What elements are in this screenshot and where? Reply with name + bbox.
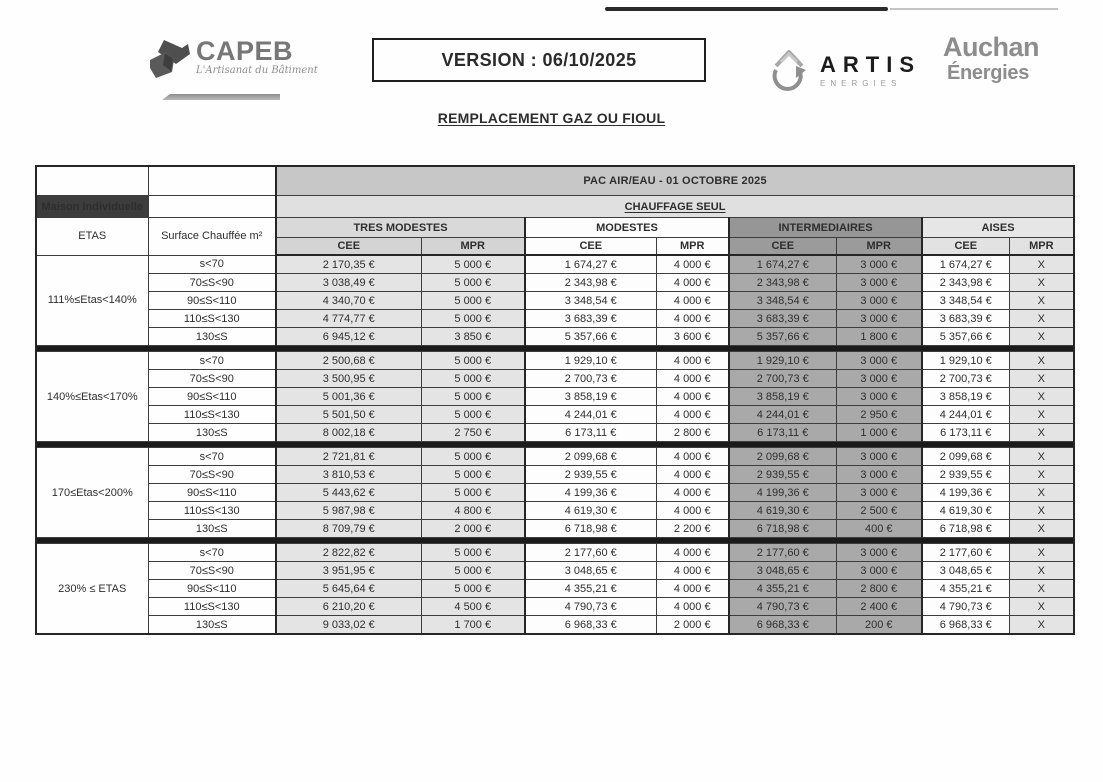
tres-modestes-mpr-cell: 2 000 € [421, 520, 525, 538]
tres-modestes-mpr-cell: 5 000 € [421, 544, 525, 562]
aises-cee-cell: 3 683,39 € [922, 310, 1009, 328]
modestes-cee-cell: 6 718,98 € [525, 520, 656, 538]
surface-range-cell: 110≤S<130 [148, 310, 276, 328]
modestes-cee-header: CEE [525, 238, 656, 256]
aises-mpr-cell: X [1009, 580, 1074, 598]
table-subtitle-row [36, 196, 1074, 218]
aises-mpr-cell: X [1009, 328, 1074, 346]
intermediaires-cee-cell: 1 674,27 € [729, 255, 836, 274]
aises-mpr-cell: X [1009, 598, 1074, 616]
scan-artifact-line-light [890, 8, 1058, 10]
tres-modestes-mpr-cell: 5 000 € [421, 274, 525, 292]
tres-modestes-cee-cell: 6 210,20 € [276, 598, 421, 616]
modestes-mpr-cell: 4 000 € [656, 544, 729, 562]
surface-range-cell: s<70 [148, 352, 276, 370]
modestes-cee-cell: 3 683,39 € [525, 310, 656, 328]
modestes-mpr-cell: 4 000 € [656, 466, 729, 484]
chauffage-seul-label: CHAUFFAGE SEUL [276, 196, 1074, 218]
group-header-aises: AISES [922, 218, 1074, 238]
modestes-mpr-cell: 4 000 € [656, 562, 729, 580]
intermediaires-mpr-cell: 1 800 € [836, 328, 922, 346]
modestes-mpr-cell: 4 000 € [656, 370, 729, 388]
intermediaires-cee-cell: 2 177,60 € [729, 544, 836, 562]
blank-corner-cell [36, 166, 148, 196]
maison-individuelle-label: Maison Individuelle [36, 196, 148, 218]
aises-mpr-cell: X [1009, 484, 1074, 502]
modestes-cee-cell: 6 173,11 € [525, 424, 656, 442]
tres-modestes-mpr-cell: 5 000 € [421, 466, 525, 484]
aises-cee-cell: 2 177,60 € [922, 544, 1009, 562]
aises-mpr-cell: X [1009, 274, 1074, 292]
tres-modestes-cee-cell: 3 500,95 € [276, 370, 421, 388]
tres-modestes-mpr-cell: 5 000 € [421, 352, 525, 370]
surface-range-cell: 70≤S<90 [148, 466, 276, 484]
etas-group-label: 140%≤Etas<170% [36, 352, 148, 442]
tres-modestes-mpr-cell: 5 000 € [421, 448, 525, 466]
tres-modestes-mpr-cell: 5 000 € [421, 484, 525, 502]
artis-subtitle: ENERGIES [820, 78, 902, 88]
table-row [36, 616, 1074, 635]
intermediaires-cee-cell: 4 244,01 € [729, 406, 836, 424]
intermediaires-cee-cell: 2 099,68 € [729, 448, 836, 466]
auchan-subtitle: Énergies [946, 62, 1030, 84]
aises-cee-cell: 5 357,66 € [922, 328, 1009, 346]
aises-cee-cell: 3 858,19 € [922, 388, 1009, 406]
aises-cee-cell: 4 619,30 € [922, 502, 1009, 520]
modestes-cee-cell: 4 355,21 € [525, 580, 656, 598]
intermediaires-mpr-cell: 200 € [836, 616, 922, 635]
artis-logo [768, 44, 921, 97]
tres-modestes-cee-cell: 5 645,64 € [276, 580, 421, 598]
auchan-logo [922, 34, 1054, 85]
table-row [36, 292, 1074, 310]
modestes-mpr-header: MPR [656, 238, 729, 256]
tres-modestes-mpr-cell: 3 850 € [421, 328, 525, 346]
table-row [36, 424, 1074, 442]
tres-modestes-cee-cell: 4 340,70 € [276, 292, 421, 310]
aises-cee-cell: 4 244,01 € [922, 406, 1009, 424]
artis-name: ARTIS [820, 51, 921, 77]
aises-mpr-cell: X [1009, 448, 1074, 466]
modestes-cee-cell: 4 790,73 € [525, 598, 656, 616]
surface-range-cell: 130≤S [148, 616, 276, 635]
modestes-cee-cell: 1 674,27 € [525, 255, 656, 274]
table-row [36, 328, 1074, 346]
aises-mpr-cell: X [1009, 424, 1074, 442]
tres-modestes-cee-cell: 3 038,49 € [276, 274, 421, 292]
tres-modestes-mpr-cell: 1 700 € [421, 616, 525, 635]
tres-modestes-cee-cell: 2 721,81 € [276, 448, 421, 466]
tres-modestes-mpr-cell: 5 000 € [421, 388, 525, 406]
tres-modestes-cee-cell: 5 443,62 € [276, 484, 421, 502]
surface-range-cell: s<70 [148, 255, 276, 274]
table-title: PAC AIR/EAU - 01 OCTOBRE 2025 [276, 166, 1074, 196]
table-row [36, 255, 1074, 274]
tres-modestes-mpr-cell: 4 800 € [421, 502, 525, 520]
intermediaires-mpr-cell: 3 000 € [836, 370, 922, 388]
aises-mpr-cell: X [1009, 370, 1074, 388]
intermediaires-cee-cell: 6 968,33 € [729, 616, 836, 635]
intermediaires-cee-cell: 2 343,98 € [729, 274, 836, 292]
intermediaires-mpr-cell: 3 000 € [836, 310, 922, 328]
intermediaires-mpr-cell: 400 € [836, 520, 922, 538]
aises-mpr-cell: X [1009, 616, 1074, 635]
modestes-mpr-cell: 4 000 € [656, 406, 729, 424]
tres-modestes-mpr-cell: 5 000 € [421, 580, 525, 598]
document-title: REMPLACEMENT GAZ OU FIOUL [437, 110, 666, 126]
tres-modestes-mpr-cell: 5 000 € [421, 406, 525, 424]
aises-mpr-cell: X [1009, 544, 1074, 562]
intermediaires-mpr-cell: 2 400 € [836, 598, 922, 616]
intermediaires-mpr-cell: 3 000 € [836, 562, 922, 580]
artis-house-recycle-icon [768, 44, 810, 97]
surface-range-cell: 70≤S<90 [148, 274, 276, 292]
etas-column-header: ETAS [36, 218, 148, 256]
aises-mpr-cell: X [1009, 388, 1074, 406]
modestes-cee-cell: 3 348,54 € [525, 292, 656, 310]
modestes-mpr-cell: 2 800 € [656, 424, 729, 442]
aises-cee-cell: 2 939,55 € [922, 466, 1009, 484]
modestes-cee-cell: 2 177,60 € [525, 544, 656, 562]
tres-modestes-cee-cell: 2 170,35 € [276, 255, 421, 274]
tres-modestes-mpr-cell: 4 500 € [421, 598, 525, 616]
intermediaires-mpr-cell: 3 000 € [836, 448, 922, 466]
modestes-cee-cell: 2 700,73 € [525, 370, 656, 388]
aises-mpr-header: MPR [1009, 238, 1074, 256]
modestes-cee-cell: 4 619,30 € [525, 502, 656, 520]
aises-cee-cell: 3 048,65 € [922, 562, 1009, 580]
modestes-mpr-cell: 2 000 € [656, 616, 729, 635]
intermediaires-mpr-header: MPR [836, 238, 922, 256]
intermediaires-cee-cell: 3 858,19 € [729, 388, 836, 406]
modestes-cee-cell: 2 343,98 € [525, 274, 656, 292]
modestes-mpr-cell: 4 000 € [656, 255, 729, 274]
table-row [36, 274, 1074, 292]
intermediaires-cee-cell: 4 355,21 € [729, 580, 836, 598]
table-row [36, 310, 1074, 328]
table-row [36, 562, 1074, 580]
intermediaires-cee-cell: 5 357,66 € [729, 328, 836, 346]
capeb-logo-icon [148, 38, 194, 91]
intermediaires-cee-cell: 3 683,39 € [729, 310, 836, 328]
price-table [35, 165, 1075, 635]
modestes-cee-cell: 4 244,01 € [525, 406, 656, 424]
tres-modestes-cee-cell: 3 810,53 € [276, 466, 421, 484]
surface-range-cell: 110≤S<130 [148, 406, 276, 424]
surface-column-header: Surface Chauffée m² [148, 218, 276, 256]
modestes-cee-cell: 4 199,36 € [525, 484, 656, 502]
tres-modestes-cee-cell: 5 501,50 € [276, 406, 421, 424]
surface-range-cell: 70≤S<90 [148, 370, 276, 388]
modestes-cee-cell: 2 099,68 € [525, 448, 656, 466]
tres-modestes-cee-cell: 8 709,79 € [276, 520, 421, 538]
intermediaires-cee-header: CEE [729, 238, 836, 256]
intermediaires-cee-cell: 2 700,73 € [729, 370, 836, 388]
group-header-tres-modestes: TRES MODESTES [276, 218, 525, 238]
version-box: VERSION : 06/10/2025 [372, 38, 706, 82]
aises-cee-cell: 4 355,21 € [922, 580, 1009, 598]
tres-modestes-mpr-cell: 5 000 € [421, 370, 525, 388]
aises-cee-cell: 6 718,98 € [922, 520, 1009, 538]
tres-modestes-cee-cell: 2 500,68 € [276, 352, 421, 370]
aises-cee-cell: 3 348,54 € [922, 292, 1009, 310]
intermediaires-mpr-cell: 2 800 € [836, 580, 922, 598]
modestes-mpr-cell: 4 000 € [656, 484, 729, 502]
intermediaires-mpr-cell: 3 000 € [836, 466, 922, 484]
intermediaires-mpr-cell: 2 500 € [836, 502, 922, 520]
intermediaires-cee-cell: 3 348,54 € [729, 292, 836, 310]
surface-range-cell: 90≤S<110 [148, 484, 276, 502]
intermediaires-cee-cell: 6 173,11 € [729, 424, 836, 442]
modestes-cee-cell: 3 858,19 € [525, 388, 656, 406]
aises-mpr-cell: X [1009, 520, 1074, 538]
intermediaires-mpr-cell: 3 000 € [836, 388, 922, 406]
intermediaires-mpr-cell: 3 000 € [836, 484, 922, 502]
group-header-intermediaires: INTERMEDIAIRES [729, 218, 922, 238]
intermediaires-mpr-cell: 3 000 € [836, 255, 922, 274]
scan-artifact-line [605, 7, 888, 11]
surface-range-cell: 130≤S [148, 424, 276, 442]
capeb-name: CAPEB [196, 36, 294, 66]
intermediaires-mpr-cell: 3 000 € [836, 352, 922, 370]
modestes-mpr-cell: 4 000 € [656, 580, 729, 598]
intermediaires-cee-cell: 4 619,30 € [729, 502, 836, 520]
table-row [36, 598, 1074, 616]
tres-modestes-cee-cell: 6 945,12 € [276, 328, 421, 346]
modestes-mpr-cell: 4 000 € [656, 388, 729, 406]
aises-mpr-cell: X [1009, 310, 1074, 328]
aises-mpr-cell: X [1009, 466, 1074, 484]
blank-cell [148, 196, 276, 218]
aises-cee-header: CEE [922, 238, 1009, 256]
capeb-tagline: L'Artisanat du Bâtiment [196, 65, 318, 76]
intermediaires-mpr-cell: 2 950 € [836, 406, 922, 424]
table-title-row [36, 166, 1074, 196]
aises-cee-cell: 1 674,27 € [922, 255, 1009, 274]
modestes-cee-cell: 2 939,55 € [525, 466, 656, 484]
intermediaires-cee-cell: 4 790,73 € [729, 598, 836, 616]
intermediaires-mpr-cell: 3 000 € [836, 544, 922, 562]
modestes-mpr-cell: 4 000 € [656, 352, 729, 370]
intermediaires-cee-cell: 2 939,55 € [729, 466, 836, 484]
aises-cee-cell: 6 968,33 € [922, 616, 1009, 635]
aises-cee-cell: 1 929,10 € [922, 352, 1009, 370]
tres-modestes-mpr-header: MPR [421, 238, 525, 256]
modestes-mpr-cell: 4 000 € [656, 598, 729, 616]
aises-cee-cell: 2 343,98 € [922, 274, 1009, 292]
tres-modestes-cee-cell: 9 033,02 € [276, 616, 421, 635]
modestes-mpr-cell: 4 000 € [656, 448, 729, 466]
table-row [36, 580, 1074, 598]
blank-corner-cell [148, 166, 276, 196]
tres-modestes-mpr-cell: 5 000 € [421, 562, 525, 580]
aises-cee-cell: 2 700,73 € [922, 370, 1009, 388]
modestes-mpr-cell: 4 000 € [656, 274, 729, 292]
modestes-mpr-cell: 3 600 € [656, 328, 729, 346]
group-header-modestes: MODESTES [525, 218, 729, 238]
table-row [36, 352, 1074, 370]
tres-modestes-cee-cell: 2 822,82 € [276, 544, 421, 562]
aises-mpr-cell: X [1009, 502, 1074, 520]
intermediaires-cee-cell: 4 199,36 € [729, 484, 836, 502]
intermediaires-mpr-cell: 3 000 € [836, 292, 922, 310]
modestes-mpr-cell: 4 000 € [656, 502, 729, 520]
table-row [36, 448, 1074, 466]
modestes-mpr-cell: 2 200 € [656, 520, 729, 538]
table-row [36, 544, 1074, 562]
table-row [36, 406, 1074, 424]
modestes-cee-cell: 6 968,33 € [525, 616, 656, 635]
income-group-header-row [36, 218, 1074, 238]
aises-cee-cell: 6 173,11 € [922, 424, 1009, 442]
table-row [36, 466, 1074, 484]
intermediaires-cee-cell: 3 048,65 € [729, 562, 836, 580]
aises-mpr-cell: X [1009, 562, 1074, 580]
aises-cee-cell: 4 790,73 € [922, 598, 1009, 616]
surface-range-cell: 70≤S<90 [148, 562, 276, 580]
surface-range-cell: 90≤S<110 [148, 388, 276, 406]
etas-group-label: 111%≤Etas<140% [36, 255, 148, 346]
capeb-underline-bar [162, 94, 280, 100]
intermediaires-mpr-cell: 3 000 € [836, 274, 922, 292]
tres-modestes-cee-cell: 3 951,95 € [276, 562, 421, 580]
table-row [36, 502, 1074, 520]
tres-modestes-mpr-cell: 2 750 € [421, 424, 525, 442]
tres-modestes-cee-cell: 5 001,36 € [276, 388, 421, 406]
modestes-cee-cell: 3 048,65 € [525, 562, 656, 580]
tres-modestes-cee-cell: 5 987,98 € [276, 502, 421, 520]
table-row [36, 388, 1074, 406]
intermediaires-mpr-cell: 1 000 € [836, 424, 922, 442]
table-row [36, 484, 1074, 502]
aises-mpr-cell: X [1009, 352, 1074, 370]
auchan-name: Auchan [942, 32, 1039, 62]
aises-mpr-cell: X [1009, 292, 1074, 310]
modestes-mpr-cell: 4 000 € [656, 292, 729, 310]
aises-mpr-cell: X [1009, 255, 1074, 274]
table-row [36, 370, 1074, 388]
surface-range-cell: 130≤S [148, 328, 276, 346]
intermediaires-cee-cell: 1 929,10 € [729, 352, 836, 370]
price-table-body [36, 166, 1074, 634]
aises-mpr-cell: X [1009, 406, 1074, 424]
aises-cee-cell: 2 099,68 € [922, 448, 1009, 466]
intermediaires-cee-cell: 6 718,98 € [729, 520, 836, 538]
etas-group-label: 230% ≤ ETAS [36, 544, 148, 635]
surface-range-cell: 90≤S<110 [148, 580, 276, 598]
modestes-cee-cell: 1 929,10 € [525, 352, 656, 370]
table-row [36, 520, 1074, 538]
tres-modestes-mpr-cell: 5 000 € [421, 310, 525, 328]
surface-range-cell: 130≤S [148, 520, 276, 538]
tres-modestes-mpr-cell: 5 000 € [421, 292, 525, 310]
tres-modestes-cee-cell: 8 002,18 € [276, 424, 421, 442]
etas-group-label: 170≤Etas<200% [36, 448, 148, 538]
surface-range-cell: 110≤S<130 [148, 598, 276, 616]
aises-cee-cell: 4 199,36 € [922, 484, 1009, 502]
tres-modestes-mpr-cell: 5 000 € [421, 255, 525, 274]
tres-modestes-cee-header: CEE [276, 238, 421, 256]
tres-modestes-cee-cell: 4 774,77 € [276, 310, 421, 328]
modestes-cee-cell: 5 357,66 € [525, 328, 656, 346]
surface-range-cell: 110≤S<130 [148, 502, 276, 520]
surface-range-cell: s<70 [148, 448, 276, 466]
surface-range-cell: s<70 [148, 544, 276, 562]
modestes-mpr-cell: 4 000 € [656, 310, 729, 328]
surface-range-cell: 90≤S<110 [148, 292, 276, 310]
capeb-logo [148, 36, 318, 110]
